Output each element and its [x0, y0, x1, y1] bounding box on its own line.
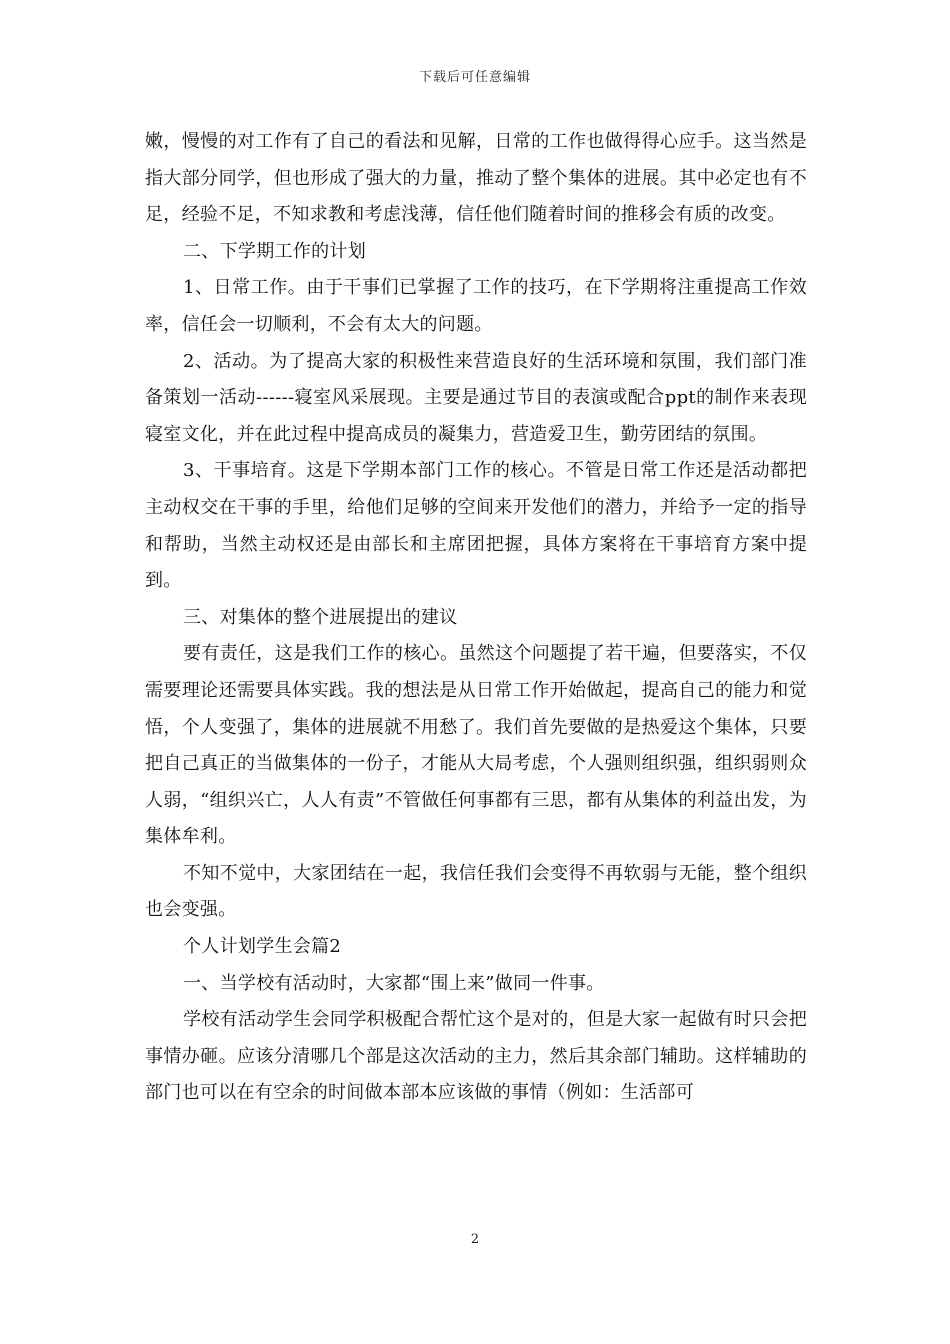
section-heading: 三、对集体的整个进展提出的建议 — [183, 606, 458, 628]
article-title: 个人计划学生会篇2 — [183, 936, 342, 958]
paragraph: 3、干事培育。这是下学期本部门工作的核心。不管是日常工作还是活动都把主动权交在干事的手里，给他们足够的空间来开发他们的潜力，并给予一定的指导和帮助，当然主动权还是由部长和主席团把握，具体方案将在干事培育方案中提到。 — [145, 460, 807, 592]
section-heading: 一、当学校有活动时，大家都“围上来”做同一件事。 — [183, 972, 605, 994]
paragraph: 1、日常工作。由于干事们已掌握了工作的技巧，在下学期将注重提高工作效率，信任会一切顺利，不会有太大的问题。 — [145, 277, 807, 335]
document-body — [145, 124, 807, 1112]
page-number: 2 — [470, 1232, 480, 1247]
paragraph: 学校有活动学生会同学积极配合帮忙这个是对的，但是大家一起做有时只会把事情办砸。应该分清哪几个部是这次活动的主力，然后其余部门辅助。这样辅助的部门也可以在有空余的时间做本部本应该做的事情（例如：生活部可 — [145, 1009, 807, 1104]
paragraph: 嫩，慢慢的对工作有了自己的看法和见解，日常的工作也做得得心应手。这当然是指大部分同学，但也形成了强大的力量，推动了整个集体的进展。其中必定也有不足，经验不足，不知求教和考虑浅薄，信任他们随着时间的推移会有质的改变。 — [145, 131, 807, 226]
paragraph: 2、活动。为了提高大家的积极性来营造良好的生活环境和氛围，我们部门准备策划一活动------寝室风采展现。主要是通过节目的表演或配合ppt的制作来表现寝室文化，并在此过程中提高成员的凝集力，营造爱卫生，勤劳团结的氛围。 — [145, 350, 807, 445]
section-heading: 二、下学期工作的计划 — [183, 240, 366, 262]
paragraph: 不知不觉中，大家团结在一起，我信任我们会变得不再软弱与无能，整个组织也会变强。 — [145, 862, 807, 921]
paragraph: 要有责任，这是我们工作的核心。虽然这个问题提了若干遍，但要落实，不仅需要理论还需要具体实践。我的想法是从日常工作开始做起，提高自己的能力和觉悟，个人变强了，集体的进展就不用愁了。我们首先要做的是热爱这个集体，只要把自己真正的当做集体的一份子，才能从大局考虑，个人强则组织强，组织弱则众人弱，“组织兴亡，人人有责”不管做任何事都有三思，都有从集体的利益出发，为集体牟利。 — [145, 643, 807, 848]
page-header: 下载后可任意编辑 — [418, 70, 531, 85]
